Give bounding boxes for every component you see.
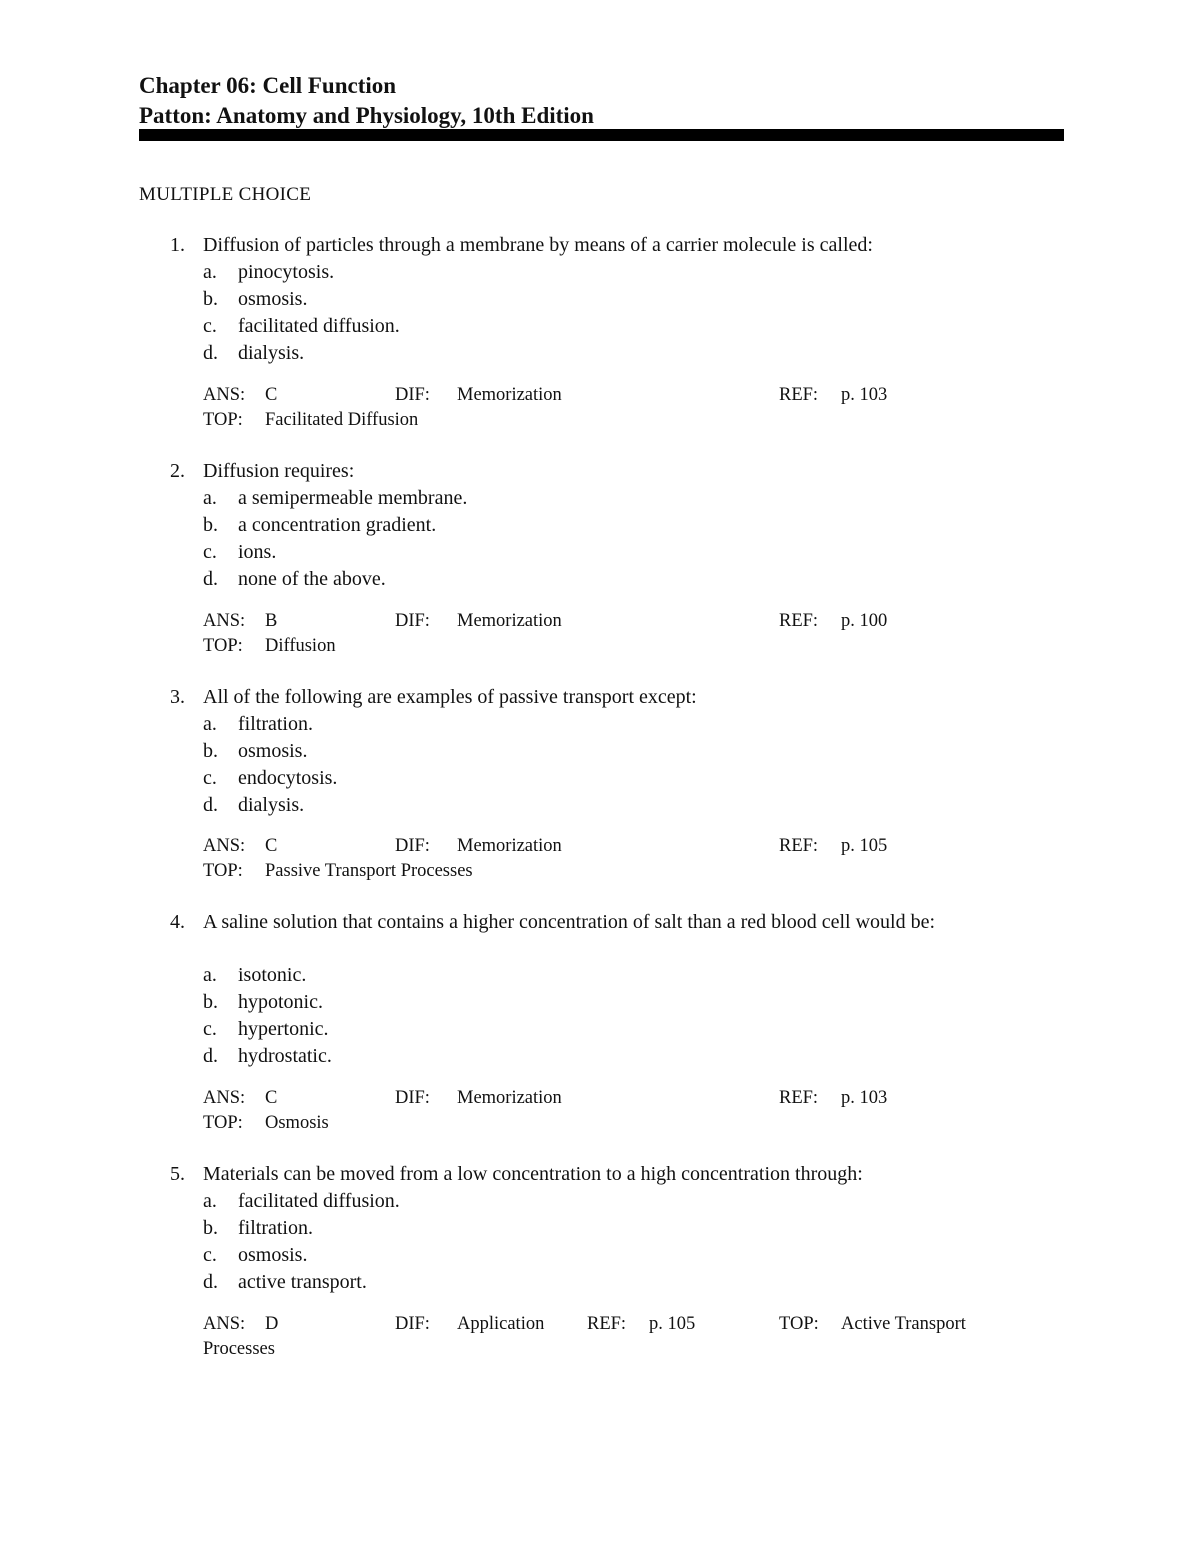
option-b — [203, 1215, 313, 1242]
dif-value: Application — [457, 1314, 545, 1334]
option-letter: a. — [203, 964, 217, 986]
header-rule — [139, 129, 1064, 141]
option-letter: c. — [203, 315, 217, 337]
ref-value: p. 105 — [649, 1314, 696, 1334]
option-text: a concentration gradient. — [238, 514, 437, 536]
option-c — [203, 1016, 329, 1043]
option-letter: a. — [203, 1190, 217, 1212]
option-letter: b. — [203, 514, 218, 536]
option-letter: d. — [203, 1271, 218, 1293]
chapter-title: Chapter 06: Cell Function — [139, 73, 397, 98]
option-a — [203, 711, 313, 738]
top-label: TOP: — [203, 410, 243, 430]
option-text: filtration. — [238, 713, 313, 735]
option-text: ions. — [238, 541, 277, 563]
ref-label: REF: — [779, 611, 819, 631]
dif-value: Memorization — [457, 385, 562, 405]
option-letter: d. — [203, 1045, 218, 1067]
option-text: facilitated diffusion. — [238, 315, 400, 337]
ans-value: C — [265, 836, 278, 856]
top-value-continued: Processes — [203, 1339, 275, 1359]
top-value: Facilitated Diffusion — [265, 410, 419, 430]
option-a — [203, 962, 306, 989]
question-number: 3. — [170, 686, 185, 708]
top-label: TOP: — [779, 1314, 819, 1334]
ref-label: REF: — [779, 1088, 819, 1108]
ans-value: D — [265, 1314, 279, 1334]
option-letter: d. — [203, 342, 218, 364]
ans-value: B — [265, 611, 278, 631]
ans-label: ANS: — [203, 611, 246, 631]
option-letter: d. — [203, 794, 218, 816]
answer-metadata — [203, 383, 1083, 433]
option-text: facilitated diffusion. — [238, 1190, 400, 1212]
option-b — [203, 286, 307, 313]
question-stem: All of the following are examples of passive transport except: — [203, 686, 697, 708]
answer-metadata — [203, 609, 1083, 659]
option-letter: a. — [203, 261, 217, 283]
option-a — [203, 1188, 400, 1215]
top-value: Active Transport — [841, 1314, 966, 1334]
question-number: 1. — [170, 234, 185, 256]
option-letter: a. — [203, 487, 217, 509]
option-text: isotonic. — [238, 964, 307, 986]
section-heading: MULTIPLE CHOICE — [139, 184, 312, 205]
top-value: Diffusion — [265, 636, 336, 656]
option-c — [203, 539, 276, 566]
option-a — [203, 485, 467, 512]
ans-label: ANS: — [203, 836, 246, 856]
option-letter: c. — [203, 541, 217, 563]
option-text: filtration. — [238, 1217, 313, 1239]
dif-value: Memorization — [457, 1088, 562, 1108]
option-letter: c. — [203, 1018, 217, 1040]
ref-value: p. 103 — [841, 1088, 888, 1108]
ref-label: REF: — [587, 1314, 627, 1334]
ans-value: C — [265, 1088, 278, 1108]
dif-value: Memorization — [457, 611, 562, 631]
option-text: hydrostatic. — [238, 1045, 332, 1067]
option-text: osmosis. — [238, 288, 308, 310]
option-b — [203, 512, 436, 539]
question-stem: Materials can be moved from a low concentration to a high concentration through: — [203, 1163, 863, 1185]
ref-label: REF: — [779, 385, 819, 405]
top-value: Osmosis — [265, 1113, 329, 1133]
option-c — [203, 1242, 307, 1269]
option-text: dialysis. — [238, 342, 305, 364]
dif-label: DIF: — [395, 611, 430, 631]
option-text: osmosis. — [238, 740, 308, 762]
answer-metadata — [203, 834, 1083, 884]
option-c — [203, 313, 400, 340]
top-label: TOP: — [203, 1113, 243, 1133]
ref-value: p. 100 — [841, 611, 888, 631]
ans-label: ANS: — [203, 385, 246, 405]
option-letter: b. — [203, 991, 218, 1013]
ref-value: p. 103 — [841, 385, 888, 405]
dif-value: Memorization — [457, 836, 562, 856]
option-text: endocytosis. — [238, 767, 338, 789]
option-letter: b. — [203, 288, 218, 310]
option-text: a semipermeable membrane. — [238, 487, 468, 509]
question-stem: A saline solution that contains a higher concentration of salt than a red blood cell would be: — [203, 911, 936, 933]
option-d — [203, 1269, 367, 1296]
ref-value: p. 105 — [841, 836, 888, 856]
dif-label: DIF: — [395, 836, 430, 856]
option-d — [203, 1043, 332, 1070]
answer-metadata — [203, 1086, 1083, 1136]
option-letter: c. — [203, 1244, 217, 1266]
option-text: none of the above. — [238, 568, 386, 590]
option-c — [203, 765, 337, 792]
question-stem: Diffusion requires: — [203, 460, 355, 482]
option-text: osmosis. — [238, 1244, 308, 1266]
option-d — [203, 792, 304, 819]
question-stem: Diffusion of particles through a membrane by means of a carrier molecule is called: — [203, 234, 873, 256]
option-d — [203, 566, 386, 593]
top-label: TOP: — [203, 861, 243, 881]
top-label: TOP: — [203, 636, 243, 656]
option-text: pinocytosis. — [238, 261, 335, 283]
answer-metadata — [203, 1312, 1083, 1362]
option-letter: b. — [203, 740, 218, 762]
option-text: active transport. — [238, 1271, 367, 1293]
option-d — [203, 340, 304, 367]
option-b — [203, 738, 307, 765]
question-number: 5. — [170, 1163, 185, 1185]
option-text: hypotonic. — [238, 991, 323, 1013]
ans-value: C — [265, 385, 278, 405]
book-title: Patton: Anatomy and Physiology, 10th Edition — [139, 103, 594, 128]
option-letter: b. — [203, 1217, 218, 1239]
dif-label: DIF: — [395, 1314, 430, 1334]
ref-label: REF: — [779, 836, 819, 856]
question-number: 4. — [170, 911, 185, 933]
dif-label: DIF: — [395, 1088, 430, 1108]
option-text: hypertonic. — [238, 1018, 329, 1040]
ans-label: ANS: — [203, 1314, 246, 1334]
option-text: dialysis. — [238, 794, 305, 816]
option-a — [203, 259, 334, 286]
option-letter: c. — [203, 767, 217, 789]
top-value: Passive Transport Processes — [265, 861, 473, 881]
option-letter: a. — [203, 713, 217, 735]
option-letter: d. — [203, 568, 218, 590]
option-b — [203, 989, 323, 1016]
ans-label: ANS: — [203, 1088, 246, 1108]
question-number: 2. — [170, 460, 185, 482]
dif-label: DIF: — [395, 385, 430, 405]
